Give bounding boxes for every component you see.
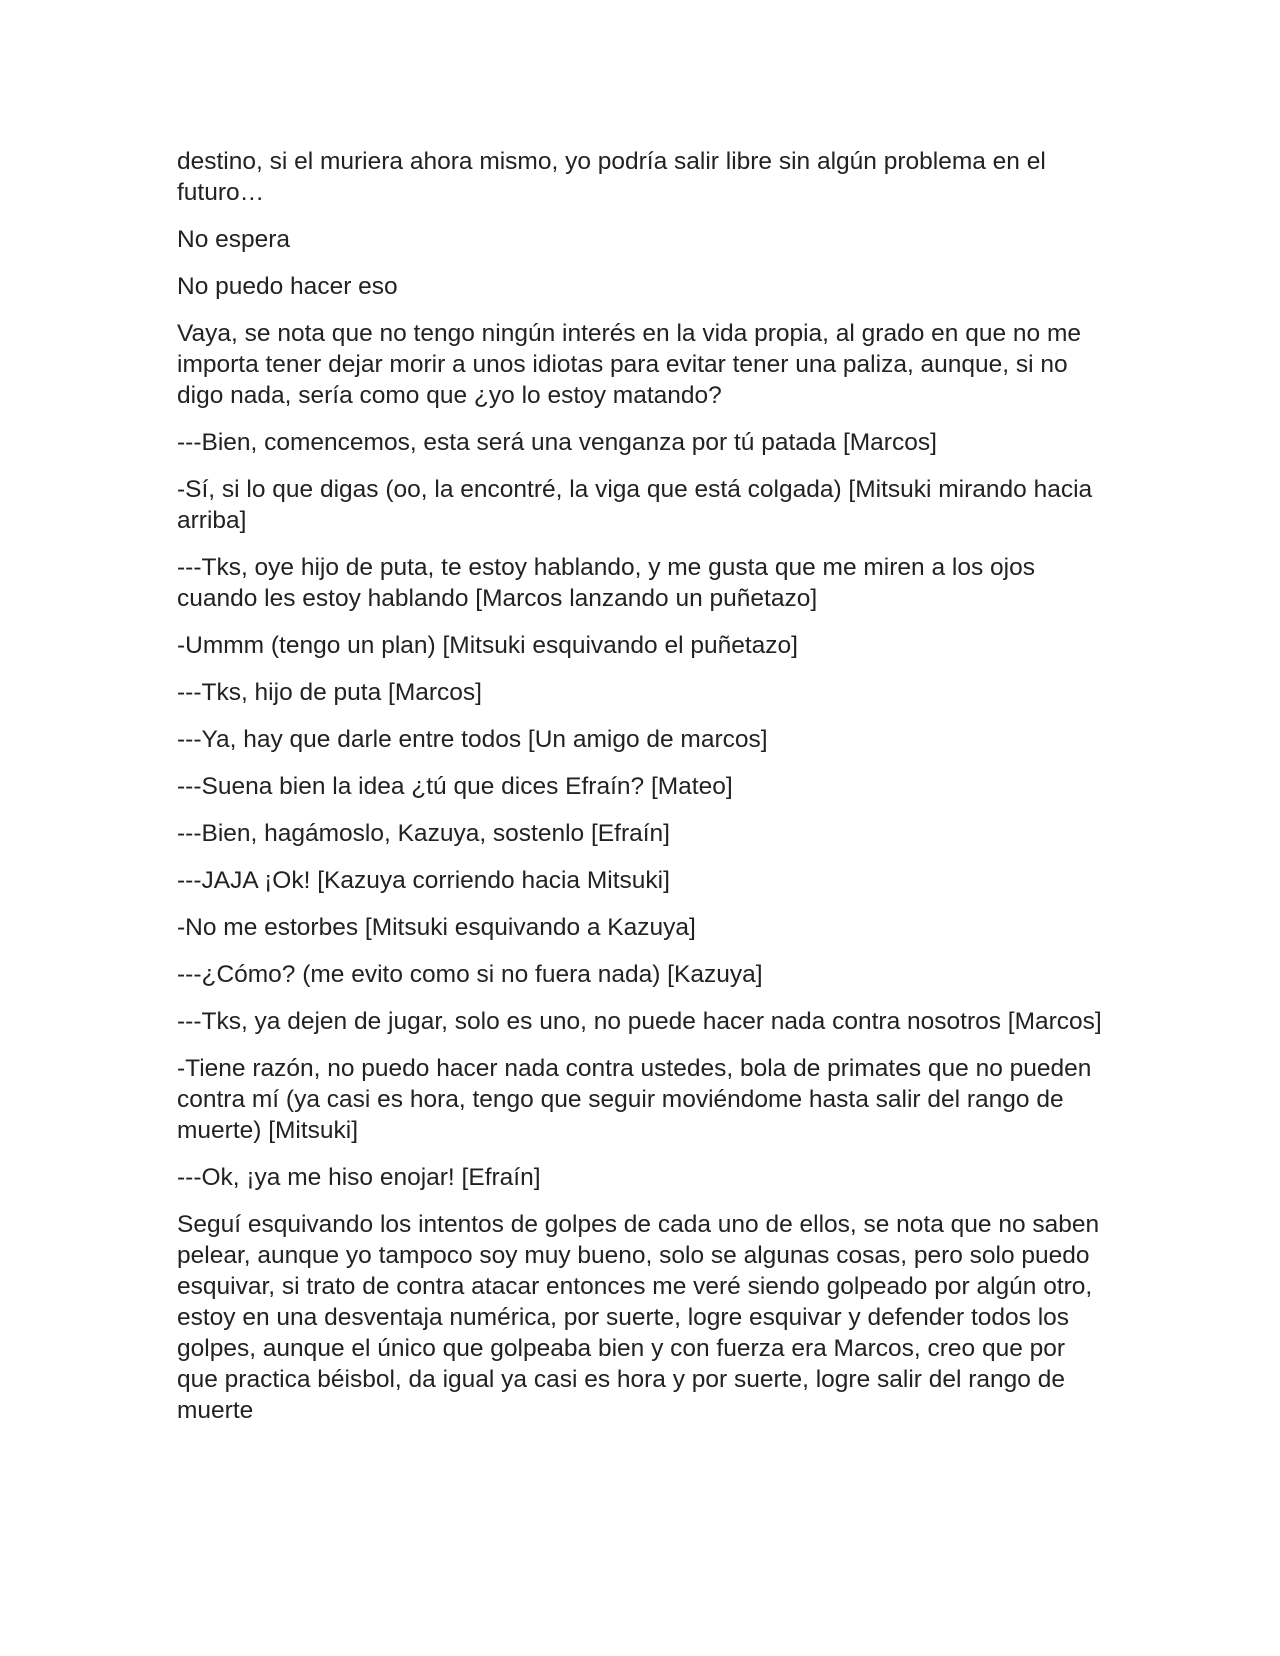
dialogue-line: ---Bien, comencemos, esta será una venganza por tú patada [Marcos] xyxy=(177,429,937,456)
dialogue-line: ---JAJA ¡Ok! [Kazuya corriendo hacia Mitsuki] xyxy=(177,867,670,894)
paragraph-narration-destino: destino, si el muriera ahora mismo, yo podría salir libre sin algún problema en el futuro… xyxy=(177,148,1046,206)
dialogue-line: ---Ok, ¡ya me hiso enojar! [Efraín] xyxy=(177,1164,541,1191)
dialogue-line: -No me estorbes [Mitsuki esquivando a Kazuya] xyxy=(177,914,696,941)
dialogue-line: -Ummm (tengo un plan) [Mitsuki esquivando el puñetazo] xyxy=(177,632,798,659)
page-body-text xyxy=(177,146,1107,1442)
dialogue-line: ---Ya, hay que darle entre todos [Un amigo de marcos] xyxy=(177,726,768,753)
dialogue-line: -Sí, si lo que digas (oo, la encontré, la viga que está colgada) [Mitsuki mirando hacia arriba] xyxy=(177,476,1093,534)
paragraph-narration-segui: Seguí esquivando los intentos de golpes de cada uno de ellos, se nota que no saben pelear, aunque yo tampoco soy muy bueno, solo se algunas cosas, pero solo puedo esquivar, si trato de contra atacar entonces me veré siendo golpeado por algún otro, estoy en una desventaja numérica, por suerte, logre esquivar y defender todos los golpes, aunque el único que golpeaba bien y con fuerza era Marcos, creo que por que practica béisbol, da igual ya casi es hora y por suerte, logre salir del rango de muerte xyxy=(177,1211,1100,1424)
dialogue-line: -Tiene razón, no puedo hacer nada contra ustedes, bola de primates que no pueden contra mí (ya casi es hora, tengo que seguir moviéndome hasta salir del rango de muerte) [Mitsuki] xyxy=(177,1055,1092,1144)
dialogue-line: ---Tks, oye hijo de puta, te estoy hablando, y me gusta que me miren a los ojos cuando les estoy hablando [Marcos lanzando un puñetazo] xyxy=(177,554,1035,612)
paragraph-no-puedo: No puedo hacer eso xyxy=(177,273,398,300)
paragraph-narration-vaya: Vaya, se nota que no tengo ningún interés en la vida propia, al grado en que no me importa tener dejar morir a unos idiotas para evitar tener una paliza, aunque, si no digo nada, sería como que ¿yo lo estoy matando? xyxy=(177,320,1081,409)
dialogue-line: ---Tks, hijo de puta [Marcos] xyxy=(177,679,482,706)
dialogue-line: ---Tks, ya dejen de jugar, solo es uno, no puede hacer nada contra nosotros [Marcos] xyxy=(177,1008,1102,1035)
dialogue-line: ---Suena bien la idea ¿tú que dices Efraín? [Mateo] xyxy=(177,773,733,800)
dialogue-line: ---Bien, hagámoslo, Kazuya, sostenlo [Efraín] xyxy=(177,820,670,847)
dialogue-line: ---¿Cómo? (me evito como si no fuera nada) [Kazuya] xyxy=(177,961,763,988)
paragraph-no-espera: No espera xyxy=(177,226,291,253)
